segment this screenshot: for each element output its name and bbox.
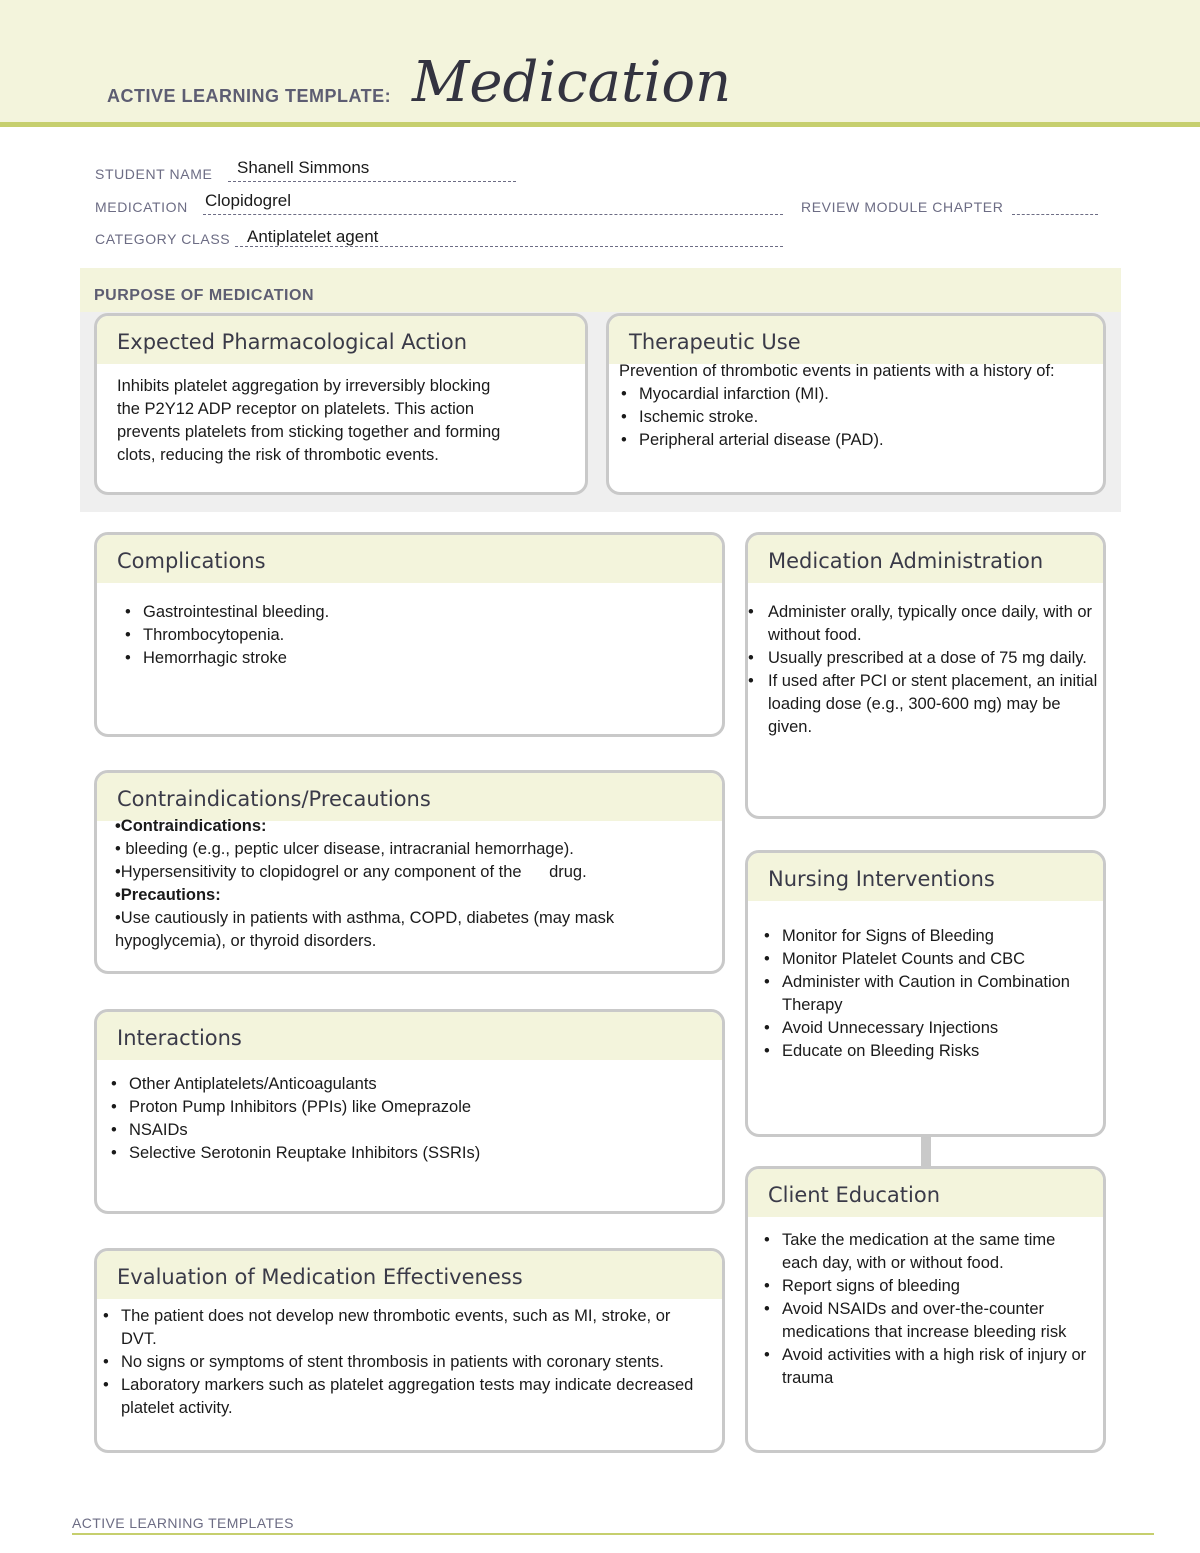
list-item: • Other Antiplatelets/Anticoagulants <box>109 1073 709 1096</box>
footer-divider <box>72 1533 1154 1535</box>
purpose-header <box>80 268 1121 312</box>
medication-administration-body <box>752 601 1104 739</box>
footer-label: ACTIVE LEARNING TEMPLATES <box>72 1515 294 1531</box>
nursing-interventions-title: Nursing Interventions <box>768 867 995 891</box>
client-education-header <box>748 1169 1103 1217</box>
purpose-label: PURPOSE OF MEDICATION <box>94 287 314 304</box>
list-item: • Report signs of bleeding <box>762 1275 1092 1298</box>
therapeutic-use-card <box>606 313 1106 495</box>
contraindications-body <box>115 815 720 953</box>
complications-card <box>94 532 725 737</box>
contraindications-header <box>97 773 722 821</box>
expected-action-line: clots, reducing the risk of thrombotic events. <box>117 446 439 464</box>
student-name-underline <box>228 181 516 182</box>
list-item: • No signs or symptoms of stent thrombosis in patients with coronary stents. <box>101 1351 701 1374</box>
complications-header <box>97 535 722 583</box>
evaluation-body <box>101 1305 701 1420</box>
list-item: • Ischemic stroke. <box>619 406 1104 429</box>
card-connector <box>921 1136 931 1166</box>
list-item: • Educate on Bleeding Risks <box>762 1040 1087 1063</box>
medication-administration-title: Medication Administration <box>768 549 1044 573</box>
list-item: • Avoid activities with a high risk of injury or trauma <box>762 1344 1092 1390</box>
therapeutic-use-intro: Prevention of thrombotic events in patients with a history of: <box>619 362 1055 380</box>
review-module-underline <box>1012 214 1098 215</box>
category-class-label: CATEGORY CLASS <box>95 231 231 247</box>
list-item: • If used after PCI or stent placement, an initial loading dose (e.g., 300-600 mg) may be given. <box>752 670 1104 739</box>
precautions-heading: •Precautions: <box>115 886 221 904</box>
expected-action-line: prevents platelets from sticking together and forming <box>117 423 501 441</box>
client-education-body <box>762 1229 1092 1390</box>
client-education-list <box>762 1229 1092 1390</box>
header-divider <box>0 122 1200 127</box>
list-item: • Take the medication at the same time each day, with or without food. <box>762 1229 1092 1275</box>
contraindication-line: • bleeding (e.g., peptic ulcer disease, intracranial hemorrhage). <box>115 840 574 858</box>
nursing-interventions-list <box>762 925 1087 1063</box>
therapeutic-use-body <box>619 360 1104 452</box>
student-name-label: STUDENT NAME <box>95 166 213 182</box>
nursing-interventions-header <box>748 853 1103 901</box>
list-item: • Myocardial infarction (MI). <box>619 383 1104 406</box>
list-item: • Monitor for Signs of Bleeding <box>762 925 1087 948</box>
interactions-header <box>97 1012 722 1060</box>
review-module-label: REVIEW MODULE CHAPTER <box>801 199 1004 215</box>
list-item: • The patient does not develop new thrombotic events, such as MI, stroke, or DVT. <box>101 1305 701 1351</box>
interactions-list <box>109 1073 709 1165</box>
contraindications-title: Contraindications/Precautions <box>117 787 431 811</box>
complications-body <box>123 601 713 670</box>
therapeutic-use-header <box>609 316 1103 364</box>
list-item: • Hemorrhagic stroke <box>123 647 713 670</box>
list-item: • Avoid Unnecessary Injections <box>762 1017 1087 1040</box>
client-education-title: Client Education <box>768 1183 941 1207</box>
list-item: • Avoid NSAIDs and over-the-counter medications that increase bleeding risk <box>762 1298 1092 1344</box>
evaluation-title: Evaluation of Medication Effectiveness <box>117 1265 523 1289</box>
contraindications-card <box>94 770 725 974</box>
template-label: ACTIVE LEARNING TEMPLATE: <box>107 86 392 106</box>
list-item: • Gastrointestinal bleeding. <box>123 601 713 624</box>
list-item: • Peripheral arterial disease (PAD). <box>619 429 1104 452</box>
list-item: • Administer with Caution in Combination Therapy <box>762 971 1087 1017</box>
precaution-line: hypoglycemia), or thyroid disorders. <box>115 932 377 950</box>
interactions-body <box>109 1073 709 1165</box>
page-title: Medication <box>412 50 732 115</box>
nursing-interventions-body <box>762 925 1087 1063</box>
list-item: • Laboratory markers such as platelet aggregation tests may indicate decreased platelet activity. <box>101 1374 701 1420</box>
expected-action-line: Inhibits platelet aggregation by irreversibly blocking <box>117 377 491 395</box>
list-item: • Thrombocytopenia. <box>123 624 713 647</box>
client-education-card <box>745 1166 1106 1453</box>
list-item: • Usually prescribed at a dose of 75 mg daily. <box>752 647 1104 670</box>
interactions-card <box>94 1009 725 1214</box>
student-name-field[interactable]: Shanell Simmons <box>237 158 370 177</box>
list-item: • Proton Pump Inhibitors (PPIs) like Omeprazole <box>109 1096 709 1119</box>
expected-action-header <box>97 316 585 364</box>
complications-title: Complications <box>117 549 266 573</box>
expected-action-card <box>94 313 588 495</box>
nursing-interventions-card <box>745 850 1106 1137</box>
contraindication-line: •Hypersensitivity to clopidogrel or any component of the drug. <box>115 863 587 881</box>
complications-list <box>123 601 713 670</box>
expected-action-line: the P2Y12 ADP receptor on platelets. This action <box>117 400 475 418</box>
evaluation-list <box>101 1305 701 1420</box>
therapeutic-use-list <box>619 383 1104 452</box>
contraindications-heading: •Contraindications: <box>115 817 267 835</box>
medication-administration-card <box>745 532 1106 819</box>
precaution-line: •Use cautiously in patients with asthma, COPD, diabetes (may mask <box>115 909 615 927</box>
medication-field[interactable]: Clopidogrel <box>205 191 291 210</box>
medication-underline <box>203 214 783 215</box>
list-item: • Administer orally, typically once daily, with or without food. <box>752 601 1104 647</box>
expected-action-title: Expected Pharmacological Action <box>117 330 468 354</box>
expected-action-body <box>117 375 582 467</box>
medication-administration-header <box>748 535 1103 583</box>
evaluation-header <box>97 1251 722 1299</box>
therapeutic-use-title: Therapeutic Use <box>629 330 801 354</box>
list-item: • Monitor Platelet Counts and CBC <box>762 948 1087 971</box>
medication-administration-list <box>752 601 1104 739</box>
category-class-field[interactable]: Antiplatelet agent <box>247 227 379 246</box>
evaluation-card <box>94 1248 725 1453</box>
list-item: • NSAIDs <box>109 1119 709 1142</box>
medication-label: MEDICATION <box>95 199 188 215</box>
list-item: • Selective Serotonin Reuptake Inhibitors (SSRIs) <box>109 1142 709 1165</box>
interactions-title: Interactions <box>117 1026 242 1050</box>
